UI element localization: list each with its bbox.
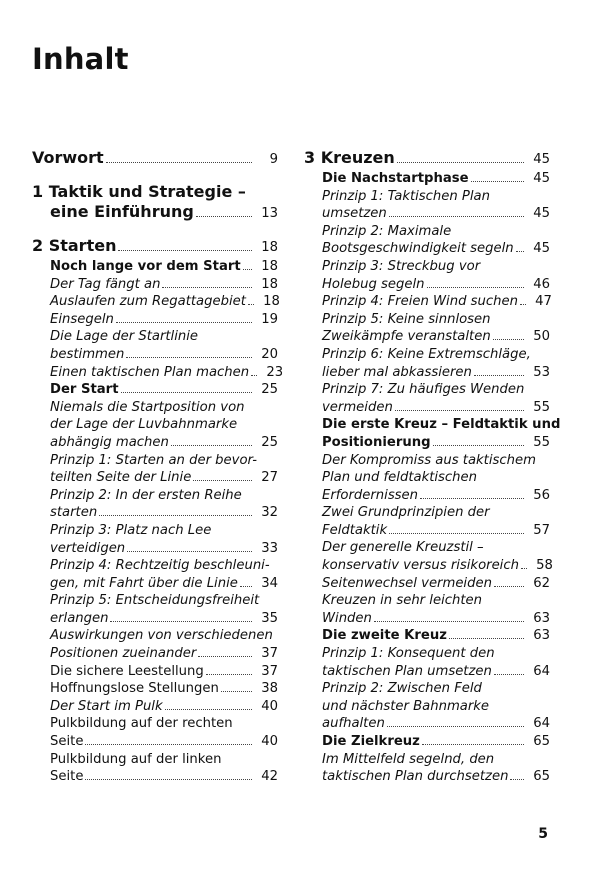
toc-page-number: 53 [533,364,550,380]
toc-entry [32,663,278,681]
toc-entry-text: Positionen zueinander [50,646,197,662]
toc-entry-text: Holebug segeln [322,276,425,292]
toc-page-number: 18 [261,240,278,255]
dot-leader [251,375,257,376]
toc-page-number: 35 [261,610,278,626]
dot-leader [471,181,524,182]
toc-page-number: 50 [533,329,550,345]
toc-entry-text: Pulkbildung auf der linken [50,751,222,767]
dot-leader [193,480,252,481]
dot-leader [162,287,252,288]
toc-entry-text: Prinzip 4: Rechtzeitig beschleuni- [50,558,270,574]
toc-entry-text: 3 Kreuzen [304,148,395,167]
toc-entry-text: konservativ versus risikoreich [322,558,519,574]
toc-entry-text: 1 Taktik und Strategie – [32,182,246,201]
dot-leader [521,568,527,569]
toc-entry-text: bestimmen [50,346,125,362]
toc-entry-text: Der Start im Pulk [50,698,163,714]
toc-entry [304,293,550,311]
toc-entry-text: Bootsgeschwindigkeit segeln [322,241,514,257]
toc-entry-text: Die sichere Leestellung [50,663,204,679]
toc-column-left [32,148,284,786]
toc-entry [304,416,561,451]
toc-entry-text: Die Lage der Startlinie [50,329,199,345]
dot-leader [85,779,252,780]
toc-page-number: 64 [533,663,550,679]
toc-entry [304,627,550,645]
toc-entry [32,751,278,786]
dot-leader [397,162,524,163]
toc-entry [32,276,278,294]
toc-page-number: 18 [263,294,280,310]
toc-entry [304,381,550,416]
dot-leader [422,744,524,745]
toc-entry-text: Prinzip 1: Starten an der bevor- [50,452,257,468]
toc-entry-text: Zweikämpfe veranstalten [322,329,491,345]
toc-entry-text: gen, mit Fahrt über die Linie [50,575,238,591]
dot-leader [389,216,524,217]
toc-entry [304,258,550,293]
dot-leader [494,674,524,675]
toc-entry [32,680,278,698]
toc-entry-text: aufhalten [322,716,385,732]
toc-page-number: 27 [261,470,278,486]
toc-entry-text: Prinzip 3: Streckbug vor [322,258,481,274]
toc-page-number: 18 [261,259,278,274]
toc-page-number: 58 [536,558,553,574]
toc-entry [32,364,284,382]
dot-leader [221,691,252,692]
toc-page-number: 65 [533,769,550,785]
toc-entry [304,188,550,223]
toc-chapter-entry [304,148,550,170]
toc-chapter-entry [32,182,278,224]
toc-page-number: 33 [261,540,278,556]
toc-chapter-entry [32,148,278,170]
toc-column-right [304,148,561,786]
toc-entry-text: Prinzip 1: Taktischen Plan [322,188,490,204]
toc-entry [32,557,278,592]
toc-page-number: 34 [261,575,278,591]
toc-page-number: 18 [261,276,278,292]
toc-entry-text: taktischen Plan durchsetzen [322,769,509,785]
dot-leader [248,304,254,305]
toc-entry [32,328,278,363]
toc-entry-text: Zwei Grundprinzipien der [322,505,490,521]
toc-page-number: 63 [533,628,550,644]
toc-entry-text: starten [50,505,98,521]
toc-entry-text: Die Nachstartphase [322,171,469,186]
toc-entry-text: Winden [322,610,372,626]
toc-entry [304,346,550,381]
dot-leader [389,533,524,534]
toc-entry-text: Kreuzen in sehr leichten [322,593,482,609]
toc-entry-text: Der generelle Kreuzstil – [322,540,484,556]
toc-entry-text: Feldtaktik [322,522,388,538]
toc-page-number: 45 [533,206,550,222]
toc-entry [304,733,550,751]
toc-entry-text: Prinzip 2: Zwischen Feld [322,681,482,697]
dot-leader [99,515,252,516]
toc-entry-text: und nächster Bahnmarke [322,698,490,714]
dot-leader [449,638,524,639]
toc-chapter-entry [32,236,278,258]
toc-page-number: 38 [261,681,278,697]
toc-entry-text: eine Einführung [50,202,194,221]
page-number: 5 [538,826,548,842]
toc-entry [32,311,278,329]
toc-entry-text: Prinzip 4: Freien Wind suchen [322,294,518,310]
dot-leader [493,339,524,340]
toc-entry [32,258,278,276]
toc-entry [304,504,550,539]
toc-entry-text: Seite [50,769,84,785]
toc-entry [32,715,278,750]
toc-page-number: 37 [261,663,278,679]
toc-entry-text: Die erste Kreuz – Feldtaktik und [322,417,561,433]
toc-entry [32,627,278,662]
toc-page-number: 20 [261,346,278,362]
toc-page-number: 25 [261,382,278,398]
toc-page-number: 55 [533,399,550,415]
toc-entry-text: Prinzip 6: Keine Extremschläge, [322,346,531,362]
toc-entry-text: erlangen [50,610,109,626]
toc-entry [32,522,278,557]
toc-entry-text: Prinzip 2: Maximale [322,223,452,239]
toc-page-number: 23 [266,364,284,380]
toc-entry-text: Einen taktischen Plan machen [50,364,250,380]
dot-leader [196,216,252,217]
dot-leader [121,392,253,393]
toc-entry [32,592,278,627]
toc-page-number: 45 [533,171,550,186]
toc-page-number: 46 [533,276,550,292]
toc-entry [304,452,550,505]
dot-leader [520,304,526,305]
dot-leader [85,744,252,745]
toc-entry-text: teilten Seite der Linie [50,470,192,486]
toc-page-number: 40 [261,698,278,714]
toc-page-number: 64 [533,716,550,732]
toc-entry [32,698,278,716]
dot-leader [118,250,252,251]
toc-entry-text: Einsegeln [50,311,114,327]
toc-entry-text: umsetzen [322,206,387,222]
toc-page-number: 45 [533,241,550,257]
toc-entry-text: taktischen Plan umsetzen [322,663,492,679]
toc-page-number: 63 [533,610,550,626]
toc-entry-text: 2 Starten [32,236,117,255]
toc-entry-text: Seitenwechsel vermeiden [322,575,492,591]
dot-leader [116,322,252,323]
toc-entry [304,223,550,258]
toc-entry-text: Der Tag fängt an [50,276,161,292]
dot-leader [171,445,252,446]
toc-entry [32,381,278,399]
dot-leader [427,287,524,288]
toc-entry-text: Plan und feldtaktischen [322,470,477,486]
toc-page-number: 9 [269,152,278,167]
dot-leader [110,621,252,622]
dot-leader [165,709,252,710]
toc-page-number: 37 [261,646,278,662]
toc-entry-text: Niemals die Startposition von [50,399,245,415]
toc-entry [32,452,278,487]
toc-entry-text: Prinzip 7: Zu häufiges Wenden [322,382,525,398]
toc-entry [304,592,550,627]
dot-leader [127,551,252,552]
dot-leader [374,621,524,622]
dot-leader [243,269,252,270]
toc-entry [304,751,550,786]
toc-entry-text: Prinzip 3: Platz nach Lee [50,522,212,538]
dot-leader [387,726,524,727]
toc-entry-text: verteidigen [50,540,126,556]
toc-entry-text: Der Kompromiss aus taktischem [322,452,536,468]
toc-page-number: 62 [533,575,550,591]
toc-page-number: 65 [533,734,550,749]
toc-entry [304,645,550,680]
toc-entry-text: vermeiden [322,399,393,415]
toc-entry-text: Prinzip 5: Keine sinnlosen [322,311,491,327]
toc-entry-text: Prinzip 2: In der ersten Reihe [50,487,242,503]
toc-entry-text: Prinzip 1: Konsequent den [322,646,495,662]
dot-leader [198,656,252,657]
toc-page-number: 13 [261,206,278,221]
toc-entry [304,170,550,188]
toc-page-number: 55 [533,434,550,450]
toc-page-number: 40 [261,734,278,750]
toc-entry [304,311,550,346]
toc-page-number: 25 [261,434,278,450]
dot-leader [106,162,252,163]
page-title: Inhalt [32,42,129,76]
toc-page-number: 56 [533,487,550,503]
toc-entry-text: Pulkbildung auf der rechten [50,716,233,732]
toc-page-number: 57 [533,522,550,538]
toc-entry-text: der Lage der Luvbahnmarke [50,417,238,433]
toc-entry [304,539,553,574]
dot-leader [420,498,524,499]
dot-leader [395,410,524,411]
toc-entry-text: Auslaufen zum Regattagebiet [50,294,246,310]
toc-entry-text: Erfordernissen [322,487,419,503]
toc-entry [32,399,278,452]
dot-leader [126,357,252,358]
toc-entry-text: Seite [50,734,84,750]
toc-page-number: 47 [535,294,552,310]
toc-entry-text: Auswirkungen von verschiedenen [50,628,273,644]
toc-entry-text: lieber mal abkassieren [322,364,472,380]
toc-entry-text: Positionierung [322,434,431,450]
toc-entry-text: Der Start [50,382,119,398]
toc-entry-text: Im Mittelfeld segelnd, den [322,751,495,767]
dot-leader [474,375,524,376]
toc-entry-text: Hoffnungslose Stellungen [50,681,219,697]
dot-leader [516,251,524,252]
toc-entry-text: Vorwort [32,148,104,167]
toc-entry [32,293,278,311]
dot-leader [206,674,252,675]
toc-entry [304,575,550,593]
dot-leader [433,445,524,446]
toc-entry [304,680,550,733]
toc-page-number: 42 [261,769,278,785]
toc-page-number: 45 [533,152,550,167]
toc-page-number: 32 [261,505,278,521]
dot-leader [494,586,524,587]
toc-entry-text: Die Zielkreuz [322,734,420,749]
toc-entry-text: Prinzip 5: Entscheidungsfreiheit [50,593,260,609]
toc-entry-text: abhängig machen [50,434,169,450]
toc-page-number: 19 [261,311,278,327]
dot-leader [240,586,252,587]
toc-entry [32,487,278,522]
toc-entry-text: Die zweite Kreuz [322,628,447,644]
toc-entry-text: Noch lange vor dem Start [50,259,241,274]
dot-leader [510,779,524,780]
